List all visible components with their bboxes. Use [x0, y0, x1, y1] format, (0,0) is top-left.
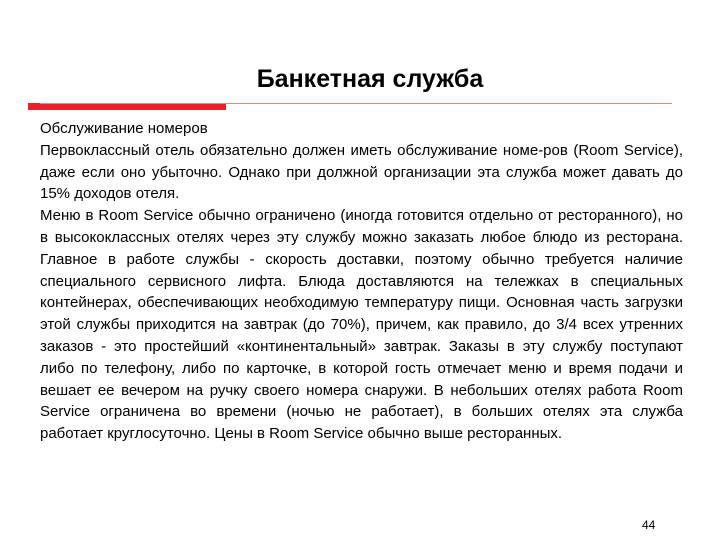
section-subtitle: Обслуживание номеров: [40, 120, 208, 137]
slide-title: Банкетная служба: [256, 65, 484, 93]
body-paragraph: Первоклассный отель обязательно должен иметь обслуживание номе-ров (Room Service), даже если оно убыточно. Однако при должной организации эта служба может давать до 15% доходов отеля.: [40, 141, 683, 203]
page-number: 44: [642, 518, 656, 532]
title-accent-bar: [28, 103, 226, 110]
body-paragraph: Меню в Room Service обычно ограничено (иногда готовится отдельно от ресторанного), но в высококлассных отелях через эту службу можно заказать любое блюдо из ресторана. Главное в работе службы - скорость доставки, поэтому обычно требуется наличие специального сервисного лифта. Блюда доставляются на тележках в специальных контейнерах, обеспечивающих необходимую температуру пищи. Основная часть загрузки этой службы приходится на завтрак (до 70%), причем, как правило, до 3/4 всех утренних заказов - это простейший «континентальный» завтрак. Заказы в эту службу поступают либо по телефону, либо по карточке, в которой гость отмечает меню и время подачи и вешает ее вечером на ручку своего номера снаружи. В небольших отелях работа Room Service ограничена во времени (ночью не работает), в больших отелях эта служба работает круглосуточно. Цены в Room Service обычно выше ресторанных.: [40, 207, 683, 443]
slide-body: [40, 118, 683, 445]
title-underline-rule: [40, 103, 672, 104]
